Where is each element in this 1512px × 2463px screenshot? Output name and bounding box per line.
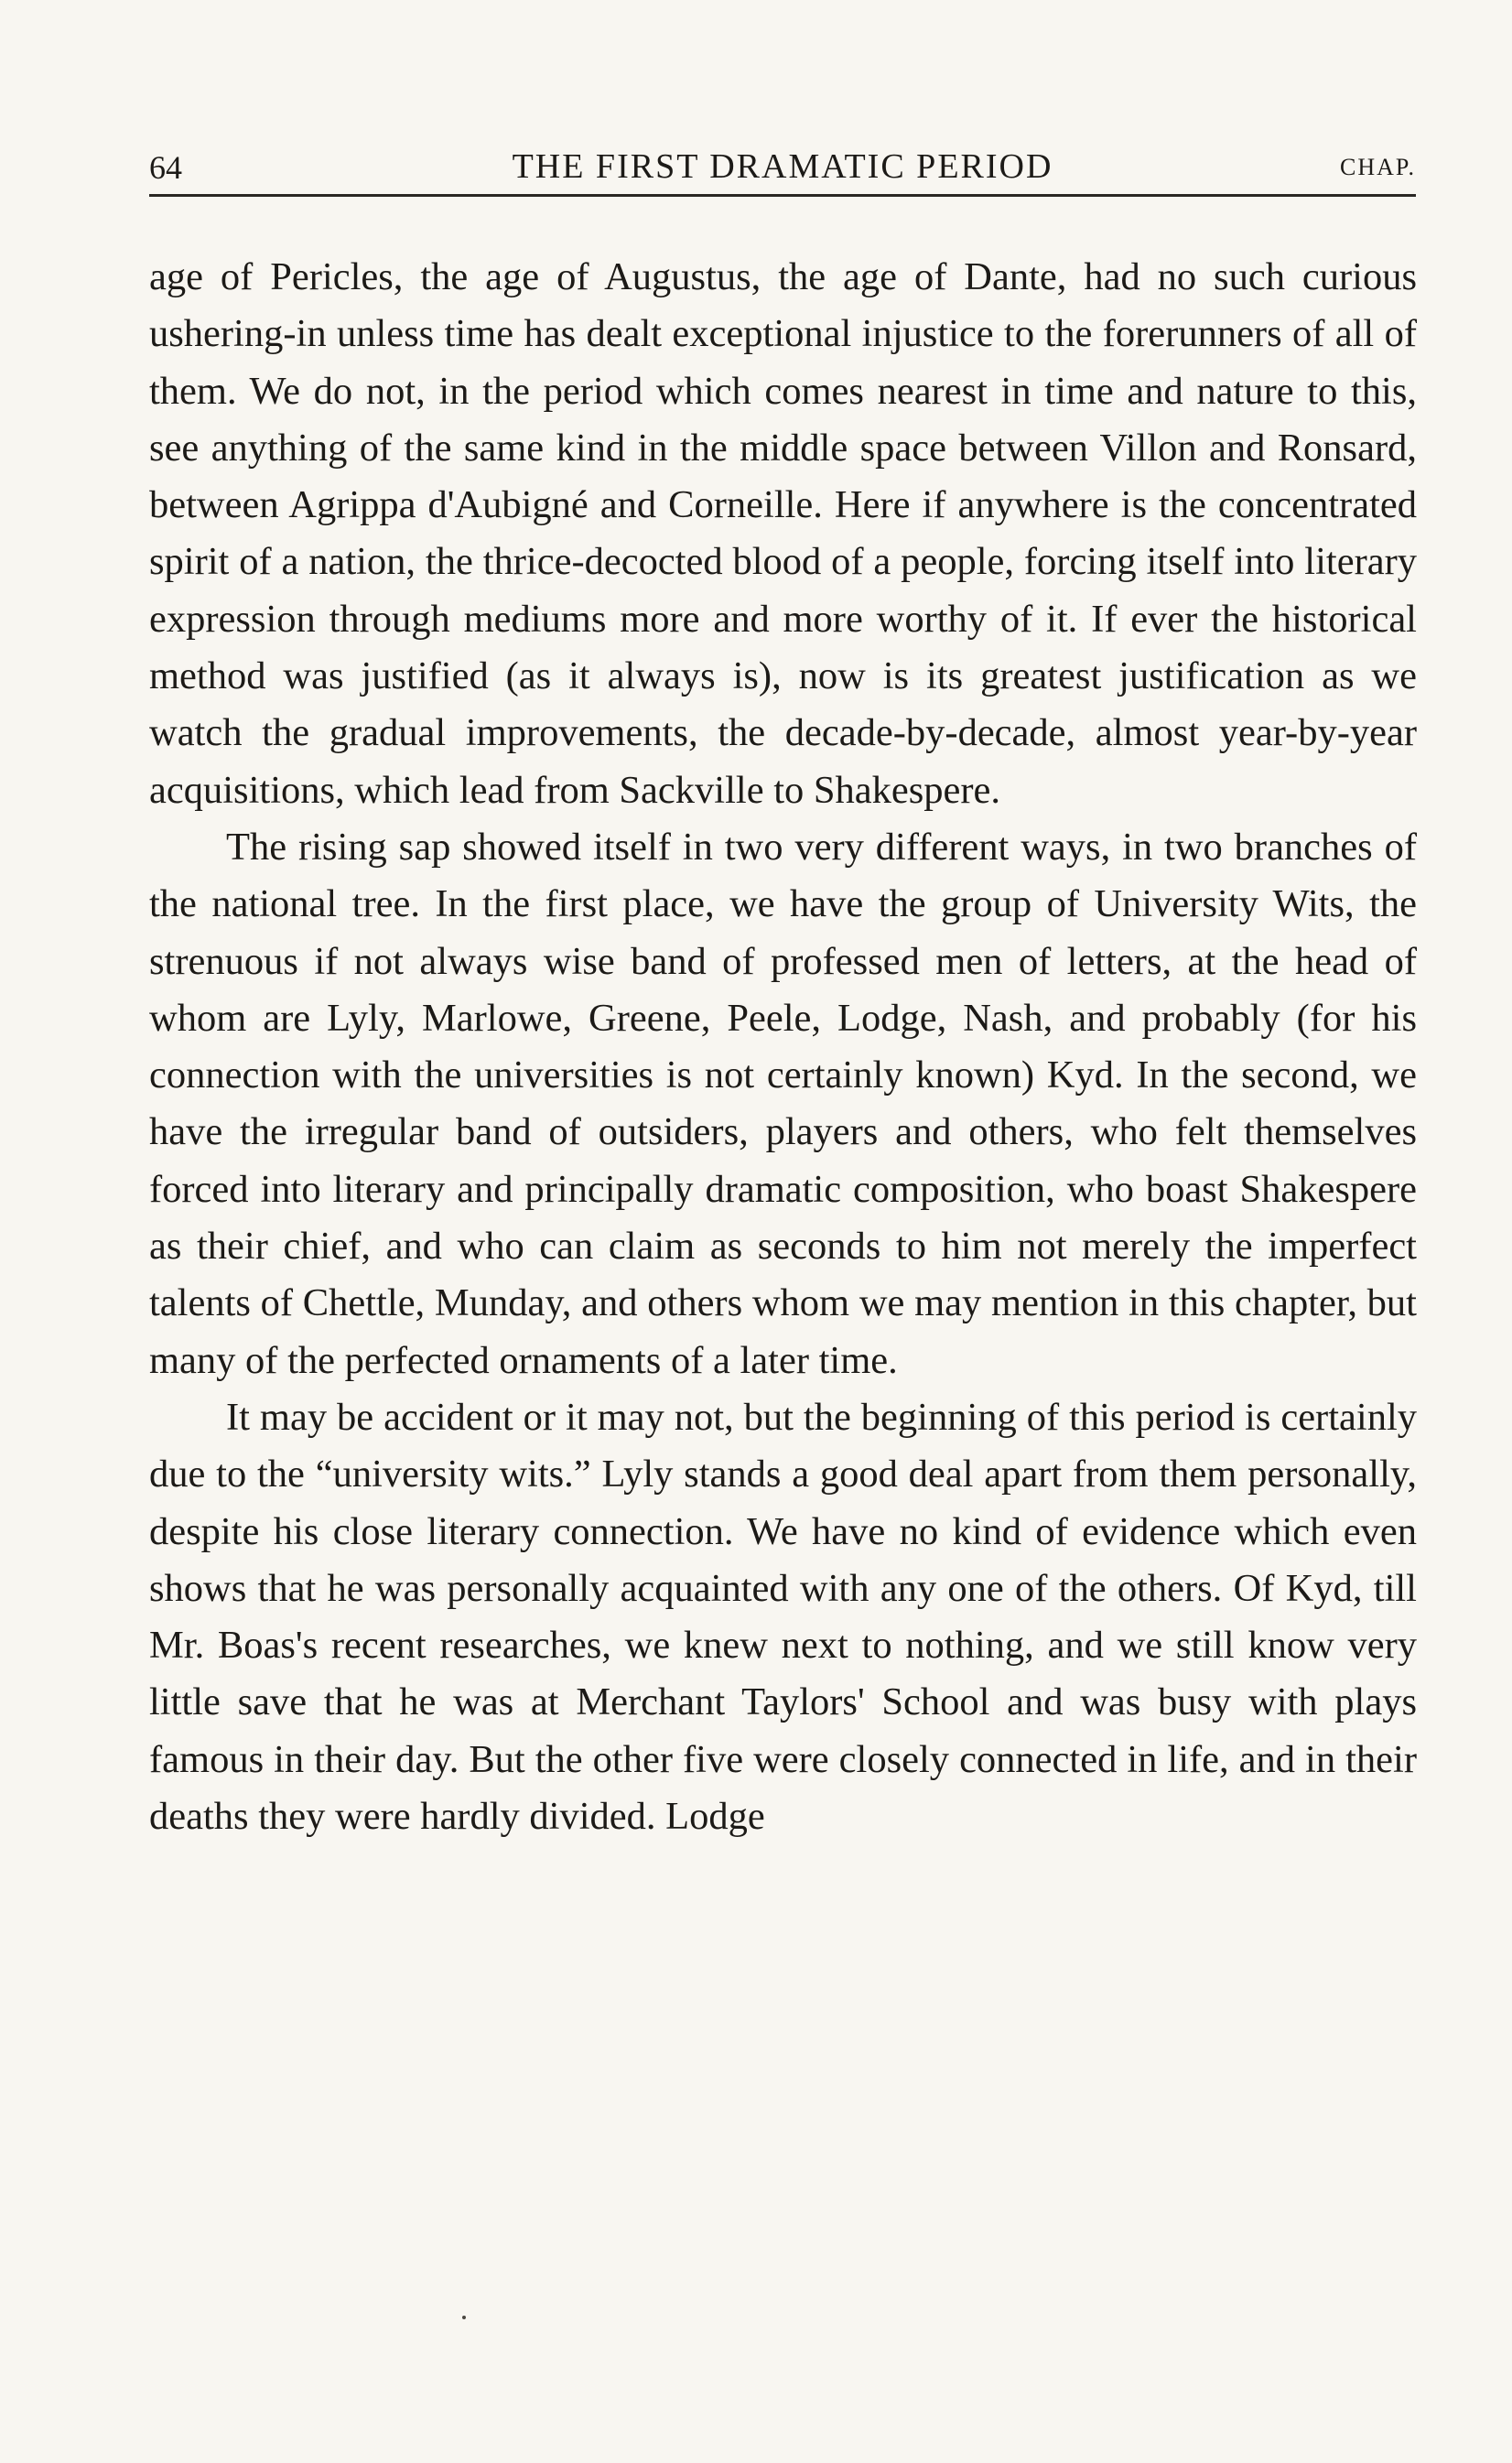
paragraph-2: The rising sap showed itself in two very different ways, in two branches of the national tree. In the first place, we have the group of University Wits, the strenuous if not always wise band of professed men of letters, at the head of whom are Lyly, Marlowe, Greene, Peele, Lodge, Nash, and probably (for his connection with the universities is not certainly known) Kyd. In the second, we have the irregular band of outsiders, players and others, who felt themselves forced into literary and principally dramatic composition, who boast Shakespere as their chief, and who can claim as seconds to him not merely the imperfect talents of Chettle, Munday, and others whom we may mention in this chapter, but many of the perfected ornaments of a later time. [149,825,1417,1382]
page-number: 64 [149,149,182,186]
ink-speck [462,2316,466,2319]
paragraph-3: It may be accident or it may not, but the beginning of this period is certainly due to the “university wits.” Lyly stands a good deal apart from them personally, despite his close literary connection. We have no kind of evidence which even shows that he was personally acquainted with any one of the others. Of Kyd, till Mr. Boas's recent researches, we knew next to nothing, and we still know very little save that he was at Merchant Taylors' School and was busy with plays famous in their day. But the other five were closely connected in life, and in their deaths they were hardly divided. Lodge [149,1395,1417,1839]
body-text [149,249,1417,1845]
paragraph-1: age of Pericles, the age of Augustus, the age of Dante, had no such curious ushering-in unless time has dealt exceptional injustice to the forerunners of all of them. We do not, in the period which comes nearest in time and nature to this, see anything of the same kind in the middle space between Villon and Ronsard, between Agrippa d'Aubigné and Corneille. Here if anywhere is the concentrated spirit of a nation, the thrice-decocted blood of a people, forcing itself into literary expression through mediums more and more worthy of it. If ever the historical method was justified (as it always is), now is its greatest justification as we watch the gradual improvements, the decade-by-decade, almost year-by-year acquisitions, which lead from Sackville to Shakespere. [149,255,1417,812]
page-header [149,137,1416,197]
chapter-mark: CHAP. [1340,154,1416,180]
running-title: THE FIRST DRAMATIC PERIOD [512,147,1053,186]
